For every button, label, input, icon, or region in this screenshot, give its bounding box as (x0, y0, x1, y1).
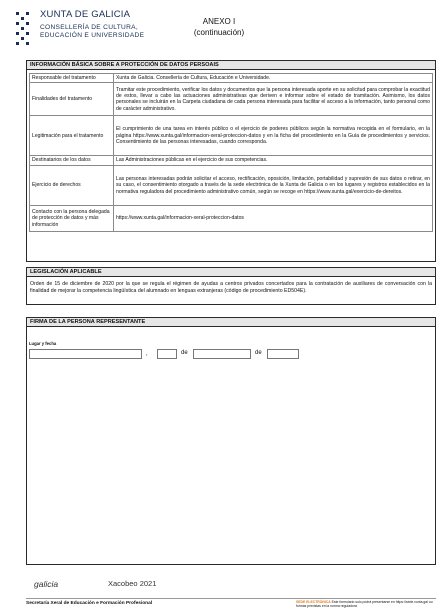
table-row (30, 156, 433, 165)
place-input[interactable] (29, 349, 142, 359)
data-protection-heading: INFORMACIÓN BÁSICA SOBRE A PROTECCIÓN DE DATOS PERSOAIS (27, 61, 435, 70)
row-value: Tramitar este procedimiento, verificar los datos y documentos que la persona interesada aporte en su solicitud para comprobar la exactitud de estos, llevar a cabo las actuaciones administrativas que deriven e informar sobre el estado de tramitación. Asimismo, los datos personales se incluirán en la Carpeta ciudadana de cada persona interesada para facilitar el acceso a la información, tanto personal como de carácter administrativo. (114, 83, 433, 116)
row-label: Ejercicio de derechos (30, 165, 114, 205)
xacobeo-logo: Xacobeo 2021 (108, 579, 157, 588)
annex-title (170, 16, 268, 38)
table-row (30, 165, 433, 205)
xunta-logo-icon (13, 10, 33, 50)
row-value: https://www.xunta.gal/informacion-xeral-proteccion-datos (114, 205, 433, 231)
org-subtitle-line-1: CONSELLERÍA DE CULTURA, (40, 24, 139, 31)
legislation-heading: LEGISLACIÓN APLICABLE (27, 268, 435, 277)
row-label: Legitimación para el tratamento (30, 116, 114, 156)
comma-separator: , (146, 351, 148, 357)
org-subtitle-line-2: EDUCACIÓN E UNIVERSIDADE (40, 32, 145, 39)
de-separator-2: de (255, 350, 262, 356)
data-protection-table (29, 73, 433, 232)
row-value: Xunta de Galicia. Consellería de Cultura, Educación e Universidade. (114, 74, 433, 83)
month-input[interactable] (193, 349, 251, 359)
sede-text: Este formulario solo podrá presentarse en https://sede.xunta.gal ou formas previstas en la norma reguladora (296, 600, 433, 609)
de-separator-1: de (181, 350, 188, 356)
legislation-text: Orden de 15 de diciembre de 2020 por la que se regula el régimen de ayudas a centros privados concertados para la contratación de auxiliares de conversación con la finalidad de mejorar la competencia lingüística del alumnado en lenguas extranjeras (código de procedimiento ED504E). (30, 281, 432, 294)
sede-tag: SEDE ELECTRÓNICA (296, 600, 331, 604)
org-subtitle (40, 24, 144, 40)
table-row (30, 74, 433, 83)
row-value: El cumprimiento de una tarea en interés público o el ejercicio de poderes públicos según la normativa recogida en el formulario, en la página https://www.xunta.gal/informacion-xeral-proteccion-datos y en la ficha del procedimiento en la Guía de procedimientos y servicios. Consentimiento de las personas interesadas, cuando corresponda. (114, 116, 433, 156)
row-label: Destinatarios de los datos (30, 156, 114, 165)
footer-sede-note (296, 600, 436, 608)
row-label: Responsable del tratamento (30, 74, 114, 83)
footer-divider (26, 598, 436, 599)
org-title: XUNTA DE GALICIA (40, 9, 131, 20)
galicia-logo: galicia (34, 579, 59, 589)
row-value: Las personas interesadas podrán solicitar el acceso, rectificación, oposición, limitación, portabilidad y supresión de sus datos o retirar, en su caso, el consentimiento otorgado a través de la sede electrónica de la Xunta de Galicia o en los lugares y registros establecidos en la normativa reguladora del procedimiento administrativo común, según se recoge en https://www.xunta.gal/exercicio-de-dereitos. (114, 165, 433, 205)
table-row (30, 116, 433, 156)
row-value: Las Administraciones públicas en el ejercicio de sus competencias. (114, 156, 433, 165)
signature-heading: FIRMA DE LA PERSONA REPRESENTANTE (27, 318, 435, 327)
footer-department: Secretaría Xeral de Educación e Formación Profesional (26, 601, 153, 606)
day-input[interactable] (157, 349, 177, 359)
table-row (30, 205, 433, 231)
legislation-section (26, 267, 436, 305)
data-protection-section (26, 60, 436, 262)
annex-label: ANEXO I (202, 17, 236, 26)
signature-section (26, 317, 436, 565)
row-label: Contacto con la persona delegada de protección de datos y más información (30, 205, 114, 231)
year-input[interactable] (267, 349, 299, 359)
table-row (30, 83, 433, 116)
place-date-label: Lugar y fecha (29, 341, 57, 346)
row-label: Finalidades del tratamento (30, 83, 114, 116)
annex-continuation: (continuación) (193, 28, 245, 37)
